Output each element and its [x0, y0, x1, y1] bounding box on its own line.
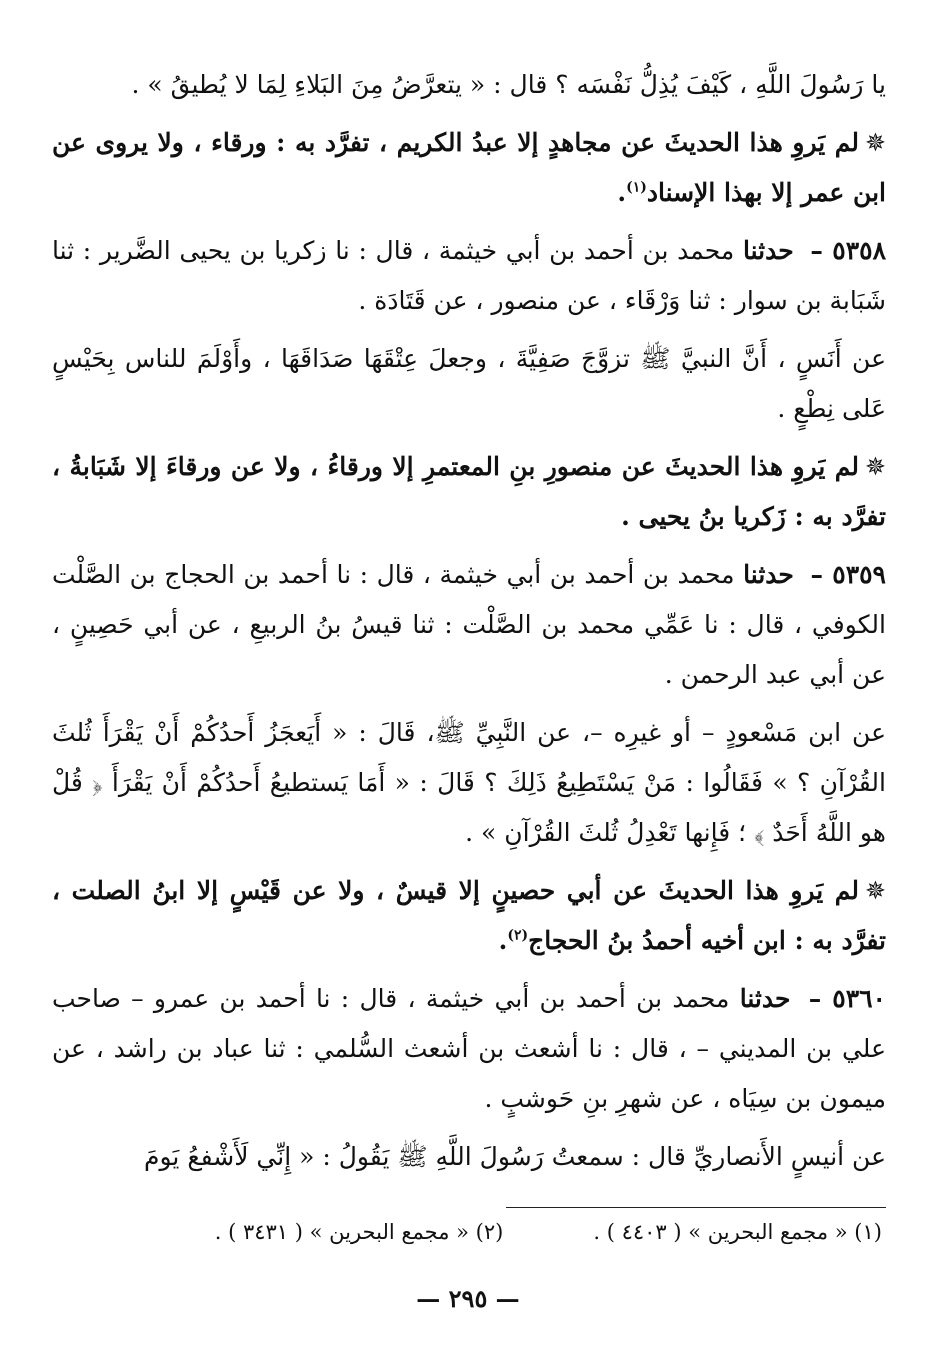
note-tail: .: [498, 926, 508, 955]
paragraph-1: [52, 60, 886, 110]
hadith-label: حدثنا: [743, 560, 794, 589]
footnote-ref-2: (٢): [507, 927, 529, 944]
page-body: [52, 60, 886, 1190]
star-icon: ✵: [865, 452, 886, 481]
note-text: لم يَروِ هذا الحديثَ عن مجاهدٍ إلا عبدُ الكريم ، تفرَّد به : ورقاء ، ولا يروى عن ابن عمر إلا بهذا الإسناد: [52, 128, 886, 207]
page-number: — ٢٩٥ —: [416, 1284, 520, 1313]
footnote-ref-1: (١): [626, 179, 647, 196]
note-text: لم يَروِ هذا الحديثَ عن منصورِ بنِ المعتمرِ إلا ورقاءُ ، ولا عن ورقاءَ إلا شَبَابةُ ، تفرَّد به : زَكريا بنُ يحيى .: [52, 452, 886, 531]
star-icon: ✵: [865, 876, 886, 905]
paragraph-text: عن ابن مَسْعودٍ – أو غيرِه –، عن النَّبِيِّ ﷺ، قَالَ : « أَيَعجَزُ أَحدُكُمْ أَنْ يَقْرَأَ ثُلثَ القُرْآنِ ؟ » فَقَالُوا : مَنْ يَسْتَطِيعُ ذَلِكَ ؟ قَالَ : « أَمَا يَستطيعُ أَحدُكُمْ أَنْ يَقْرَأَ ﴿ قُلْ هو اللَّهُ أَحَدٌ ﴾ ؛ فَإِنها تَعْدِلُ ثُلثَ القُرْآنِ » .: [52, 718, 886, 847]
footnote-2: (٢) « مجمع البحرين » ( ٣٤٣١ ) .: [214, 1220, 504, 1244]
hadith-5359: [52, 550, 886, 700]
editor-note-3: [52, 866, 886, 966]
hadith-5360: [52, 974, 886, 1124]
footnote-1: (١) « مجمع البحرين » ( ٤٤٠٣ ) .: [593, 1220, 882, 1244]
star-icon: ✵: [865, 128, 886, 157]
hadith-number: ٥٣٥٨ –: [810, 236, 886, 265]
hadith-number: ٥٣٥٩ –: [810, 560, 886, 589]
hadith-label: حدثنا: [742, 236, 794, 265]
paragraph-text: عن أنيسٍ الأَنصاريِّ قال : سمعتُ رَسُولَ اللَّهِ ﷺ يَقُولُ : « إِنِّي لَأَشْفعُ يَومَ: [144, 1142, 886, 1171]
hadith-isnad: محمد بن أحمد بن أبي خيثمة ، قال : نا أحمد بن الحجاج بن الصَّلْت الكوفي ، قال : نا عَمِّي محمد بن الصَّلْت : ثنا قيسُ بنُ الربيعِ ، عن أبي حَصِينٍ ، عن أبي عبد الرحمن .: [52, 560, 886, 689]
footnote-divider: [506, 1207, 886, 1208]
editor-note-2: [52, 442, 886, 542]
paragraph-matn-3: [52, 1132, 886, 1182]
hadith-isnad: محمد بن أحمد بن أبي خيثمة ، قال : نا أحمد بن عمرو – صاحب علي بن المديني – ، قال : نا أشعث بن أشعث السُّلمي : ثنا عباد بن راشد ، عن ميمون بن سِيَاه ، عن شهرِ بنِ حَوشبٍ .: [52, 984, 886, 1113]
editor-note-1: [52, 118, 886, 218]
hadith-number: ٥٣٦٠ –: [808, 984, 886, 1013]
paragraph-matn-1: [52, 334, 886, 434]
paragraph-matn-2: [52, 708, 886, 858]
hadith-isnad: محمد بن أحمد بن أبي خيثمة ، قال : نا زكريا بن يحيى الضَّرير : ثنا شَبَابة بن سوار : ثنا وَرْقَاء ، عن منصور ، عن قَتَادَة .: [52, 236, 886, 315]
paragraph-text: عن أَنَسٍ ، أَنَّ النبيَّ ﷺ تزوَّجَ صَفِيَّةَ ، وجعلَ عِتْقَهَا صَدَاقَهَا ، وأَوْلَمَ للناس بِحَيْسٍ عَلى نِطْعٍ .: [52, 344, 886, 423]
note-text: لم يَروِ هذا الحديثَ عن أبي حصينٍ إلا قيسٌ ، ولا عن قَيْسٍ إلا ابنُ الصلت ، تفرَّد به : ابن أخيه أحمدُ بنُ الحجاج: [52, 876, 886, 955]
paragraph-text: يا رَسُولَ اللَّهِ ، كَيْفَ يُذِلُّ نَفْسَه ؟ قال : « يتعرَّضُ مِنَ البَلاءِ لِمَا لا يُطيقُ » .: [131, 70, 886, 99]
note-tail: .: [617, 178, 627, 207]
hadith-5358: [52, 226, 886, 326]
footnotes: [52, 1220, 882, 1244]
hadith-label: حدثنا: [739, 984, 791, 1013]
